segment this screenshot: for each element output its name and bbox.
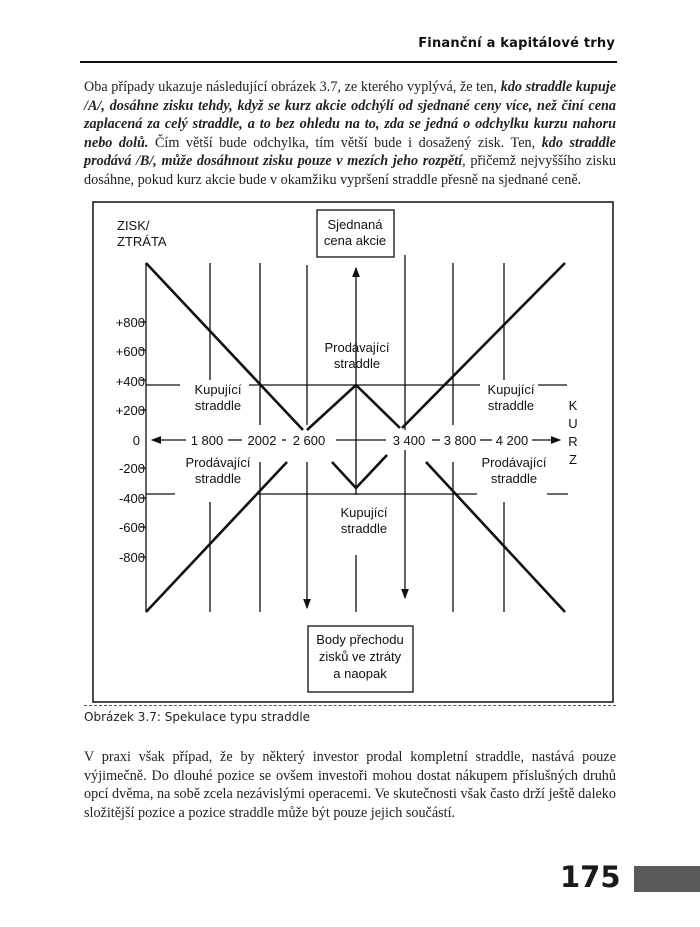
x-label-letter: R	[568, 434, 578, 449]
region-label: Prodávající	[481, 455, 547, 470]
region-label: straddle	[333, 356, 381, 371]
text: Čím větší bude odchylka, tím větší bude i dosažený zisk. Ten,	[148, 134, 542, 151]
region-label: Kupující	[487, 382, 535, 397]
y-tick: +400	[115, 374, 145, 389]
y-tick-labels	[116, 315, 145, 565]
text: Oba případy ukazuje následující obrázek 3.7, ze kterého vyplývá, že ten,	[84, 79, 501, 95]
region-label: Kupující	[340, 505, 388, 520]
paragraph-practice: V praxi však případ, že by některý investor prodal kompletní straddle, nastává pouze výjimečně. Do dlouhé pozice se ovšem investoři mohou dostat nákupem příslušných druhů opcí dvěma, na sobě zcela nezávislými operacemi. Ve skutečnosti však často drží ještě daleko složitější pozice a pozice straddle může být pouze jejich součástí.	[84, 749, 616, 821]
caption-divider	[84, 705, 616, 706]
y-tick: +600	[115, 344, 145, 359]
page-tab-bar	[634, 866, 700, 892]
x-label-letter: K	[568, 398, 578, 413]
region-labels	[185, 340, 546, 536]
box-text: cena akcie	[323, 233, 387, 248]
box-text: Sjednaná	[327, 217, 383, 232]
region-label: straddle	[487, 398, 535, 413]
region-label: straddle	[340, 521, 388, 536]
y-tick: -600	[118, 520, 145, 535]
box-text: Body přechodu	[316, 632, 404, 647]
box-text: zisků ve ztráty	[318, 649, 402, 664]
text: , přičemž nejvyššího zisku dosáhne, pokud kurz akcie bude v okamžiku vypršení straddle přesně na sjednané ceně.	[84, 153, 617, 188]
x-axis-label	[568, 398, 577, 467]
x-tick: 1 800	[190, 433, 224, 448]
buyer-payoff-right	[402, 263, 565, 428]
x-tick: 3 800	[443, 433, 477, 448]
emphasis-text: kdo straddle prodává /B/, může dosáhnout zisku pouze v mezích jeho rozpětí	[84, 134, 616, 169]
x-label-letter: Z	[569, 452, 577, 467]
y-axis-label: ZISK/	[117, 218, 150, 233]
y-tick: -400	[118, 491, 145, 506]
buyer-payoff-trough	[332, 455, 387, 488]
region-label: straddle	[194, 471, 242, 486]
region-label: Prodávající	[185, 455, 251, 470]
y-axis-label: ZTRÁTA	[117, 234, 167, 249]
y-tick: -200	[118, 461, 145, 476]
y-tick: +200	[115, 403, 145, 418]
x-tick: 2 600	[292, 433, 326, 448]
region-label: Kupující	[194, 382, 242, 397]
y-tick: -800	[118, 550, 145, 565]
x-tick: 3 400	[392, 433, 426, 448]
region-label: straddle	[194, 398, 242, 413]
page-number: 175	[560, 860, 621, 894]
seller-payoff-peak	[307, 385, 400, 430]
x-tick: 4 200	[495, 433, 529, 448]
region-label: straddle	[490, 471, 538, 486]
emphasis-text: kdo straddle kupuje /A/, dosáhne zisku tehdy, když se kurz akcie odchýlí od sjednané ceny více, než činí cena zaplacená za celý straddle, a to bez ohledu na to, zda se jedná o odchylku kurzu nahoru nebo dolů.	[84, 79, 617, 151]
y-tick: +800	[115, 315, 145, 330]
figure-caption: Obrázek 3.7: Spekulace typu straddle	[84, 710, 311, 724]
x-tick: 2002	[247, 433, 277, 448]
x-label-letter: U	[568, 416, 578, 431]
running-header: Finanční a kapitálové trhy	[418, 36, 615, 51]
box-text: a naopak	[333, 666, 387, 681]
region-label: Prodávající	[324, 340, 390, 355]
y-tick: 0	[132, 433, 140, 448]
